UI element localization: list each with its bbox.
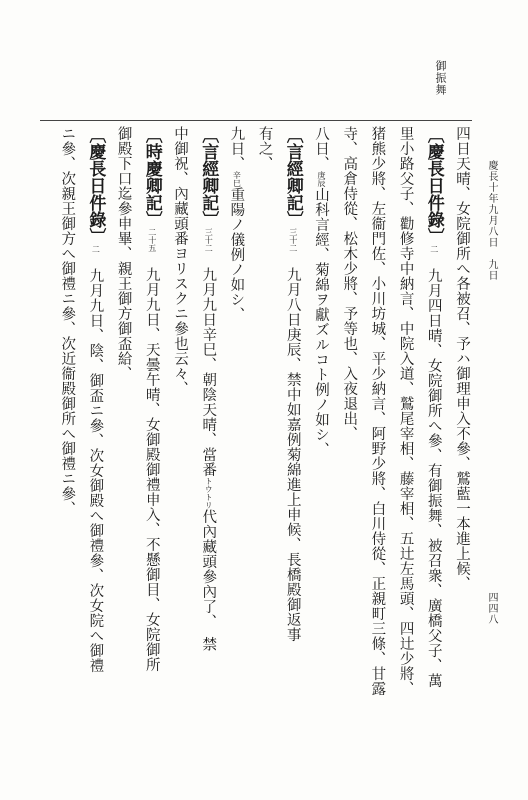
text-column: 中御祝、內藏頭番ヨリスクニ參也云々、 — [172, 126, 188, 396]
text-column: 〔慶長日件錄〕二 九月九日、陰、御盃ニ參、次女御殿へ御禮參、次女院へ御禮 — [85, 126, 106, 673]
text-column: 猪熊少將、左衞門佐、小川坊城、平少納言、阿野少將、白川侍從、正親町三條、甘露 — [369, 126, 386, 696]
text-column: 〔言經卿記〕三十二 九月八日庚辰、禁中如嘉例菊綿進上申候、長橋殿御返事 — [282, 126, 303, 642]
text-column: 有之、 — [256, 126, 273, 171]
running-head: 慶長十年九月八日 九日 — [486, 160, 497, 281]
text-column: 里小路父子、勸修寺中納言、中院入道、鷲尾宰相、藤宰相、五辻左馬頭、四辻少將、 — [397, 126, 414, 696]
text-column: 〔言經卿記〕三十二 九月九日辛巳、朝陰天晴、當番トウトリ代內藏頭參內了、 禁 — [198, 126, 219, 652]
page-number: 四四八 — [486, 592, 497, 625]
text-column: 〔時慶卿記〕二十五 九月九日、天曇午晴、女御殿御禮申入、不懸御目、女院御所 — [141, 126, 162, 672]
text-column: 寺、高倉侍從、松木少將、予等也、入夜退出、 — [341, 126, 358, 441]
text-column: 八日、庚辰山科言經、菊綿ヲ獻ズルコト例ノ如シ、 — [313, 126, 329, 457]
header-topic: 御振舞 — [434, 60, 447, 96]
text-column: 〔慶長日件錄〕二 九月四日晴、女院御所へ參、有御振舞、被召衆、廣橋父子、萬 — [423, 126, 444, 688]
text-column: ニ參、次親王御方へ御禮ニ參、次近衞殿御所へ御禮ニ參、 — [59, 126, 76, 516]
text-column: 九日、辛巳重陽ノ儀例ノ如シ、 — [228, 126, 245, 322]
header-rule — [40, 120, 472, 121]
text-column: 御殿下口迄參申畢、親王御方御盃給、 — [115, 126, 132, 381]
text-column: 四日天晴、女院御所へ各被召、予ハ御理申入不參、鷲藍一本進上候、 — [454, 126, 470, 591]
